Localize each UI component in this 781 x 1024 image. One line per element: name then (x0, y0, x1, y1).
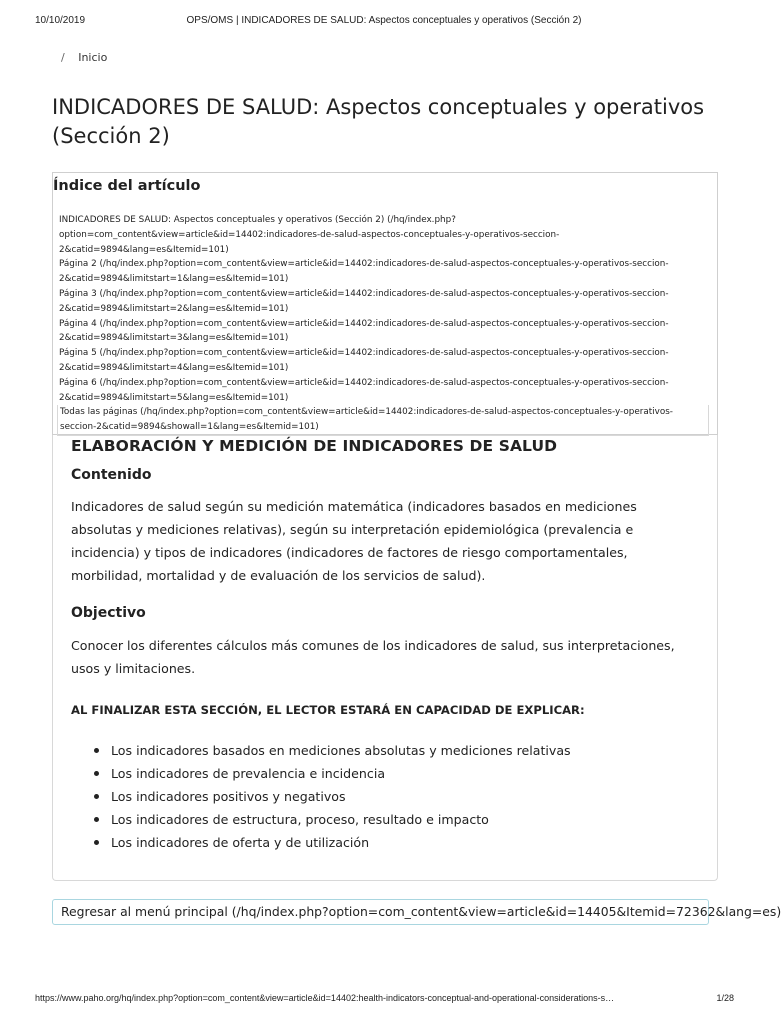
print-header (0, 15, 768, 31)
article-index-item (59, 346, 709, 376)
article-index-link[interactable]: Página 6 (/hq/index.php?option=com_content&view=article&id=14402:indicadores-de-salud-aspectos-conceptuales-y-operativos-seccion-2&catid=9894&limitstart=5&lang=es&Itemid=101) (59, 377, 669, 403)
print-footer (0, 993, 768, 1007)
article-content (52, 435, 718, 881)
list-item (91, 739, 571, 762)
article-index-link-all-pages[interactable]: Todas las páginas (/hq/index.php?option=com_content&view=article&id=14402:indicadores-de-salud-aspectos-conceptuales-y-operativos-seccion-2&catid=9894&showall=1&lang=es&Itemid=101) (60, 407, 673, 433)
print-page-title: OPS/OMS | INDICADORES DE SALUD: Aspectos conceptuales y operativos (Sección 2) (186, 15, 582, 26)
objetivo-paragraph: Conocer los diferentes cálculos más comunes de los indicadores de salud, sus interpretaciones, usos y limitaciones. (71, 638, 675, 676)
objetivo-heading: Objectivo (71, 605, 146, 621)
print-footer-url: https://www.paho.org/hq/index.php?option=com_content&view=article&id=14402:health-indicators-conceptual-and-operational-considerations-s… (35, 993, 615, 1003)
list-item-text: Los indicadores de prevalencia e incidencia (111, 766, 386, 781)
bullet-icon (94, 771, 99, 776)
back-to-main-menu-button[interactable]: Regresar al menú principal (/hq/index.php?option=com_content&view=article&id=14405&Itemid=72362&lang=es) (52, 899, 709, 925)
article-index-heading: Índice del artículo (53, 178, 201, 194)
list-item (91, 785, 571, 808)
bullet-icon (94, 817, 99, 822)
list-item-text: Los indicadores de estructura, proceso, resultado e impacto (111, 812, 489, 827)
capacidad-heading: AL FINALIZAR ESTA SECCIÓN, EL LECTOR ESTARÁ EN CAPACIDAD DE EXPLICAR: (71, 703, 585, 717)
article-index-item (59, 213, 709, 257)
bullet-icon (94, 794, 99, 799)
section-heading: ELABORACIÓN Y MEDICIÓN DE INDICADORES DE SALUD (71, 437, 558, 455)
breadcrumb-home-link[interactable]: Inicio (78, 51, 108, 64)
article-index-link[interactable]: Página 3 (/hq/index.php?option=com_content&view=article&id=14402:indicadores-de-salud-aspectos-conceptuales-y-operativos-seccion-2&catid=9894&limitstart=2&lang=es&Itemid=101) (59, 288, 669, 314)
list-item (91, 762, 571, 785)
contenido-heading: Contenido (71, 467, 152, 483)
learning-outcomes-list (91, 739, 571, 854)
list-item (91, 831, 571, 854)
list-item-text: Los indicadores basados en mediciones absolutas y mediciones relativas (111, 743, 571, 758)
list-item-text: Los indicadores positivos y negativos (111, 789, 346, 804)
article-index-link[interactable]: INDICADORES DE SALUD: Aspectos conceptuales y operativos (Sección 2) (/hq/index.php?option=com_content&view=article&id=14402:indicadores-de-salud-aspectos-conceptuales-y-operativos-seccion-2&catid=9894&lang=es&Itemid=101) (59, 215, 560, 255)
list-item-text: Los indicadores de oferta y de utilización (111, 835, 370, 850)
page-title: INDICADORES DE SALUD: Aspectos conceptuales y operativos (Sección 2) (52, 95, 705, 148)
article-index-item-all-pages (57, 405, 709, 436)
contenido-paragraph: Indicadores de salud según su medición matemática (indicadores basados en mediciones absolutas y mediciones relativas), según su interpretación epidemiológica (prevalencia e incidencia) y tipos de indicadores (indicadores de factores de riesgo comportamentales, morbilidad, mortalidad y de evaluación de los servicios de salud). (71, 499, 637, 583)
article-index-list (59, 213, 709, 436)
bullet-icon (94, 840, 99, 845)
article-index-item (59, 257, 709, 287)
article-index-link[interactable]: Página 4 (/hq/index.php?option=com_content&view=article&id=14402:indicadores-de-salud-aspectos-conceptuales-y-operativos-seccion-2&catid=9894&limitstart=3&lang=es&Itemid=101) (59, 318, 669, 344)
bullet-icon (94, 748, 99, 753)
print-date: 10/10/2019 (35, 15, 86, 26)
print-page-number: 1/28 (716, 993, 734, 1003)
article-index-link[interactable]: Página 2 (/hq/index.php?option=com_content&view=article&id=14402:indicadores-de-salud-aspectos-conceptuales-y-operativos-seccion-2&catid=9894&limitstart=1&lang=es&Itemid=101) (59, 259, 669, 285)
breadcrumb-separator: / (61, 51, 65, 64)
article-index-link[interactable]: Página 5 (/hq/index.php?option=com_content&view=article&id=14402:indicadores-de-salud-aspectos-conceptuales-y-operativos-seccion-2&catid=9894&limitstart=4&lang=es&Itemid=101) (59, 348, 669, 373)
article-index-item (59, 317, 709, 347)
article-index-item (59, 376, 709, 406)
article-index (52, 172, 718, 435)
article-index-item (59, 287, 709, 317)
breadcrumb (61, 51, 107, 64)
list-item (91, 808, 571, 831)
